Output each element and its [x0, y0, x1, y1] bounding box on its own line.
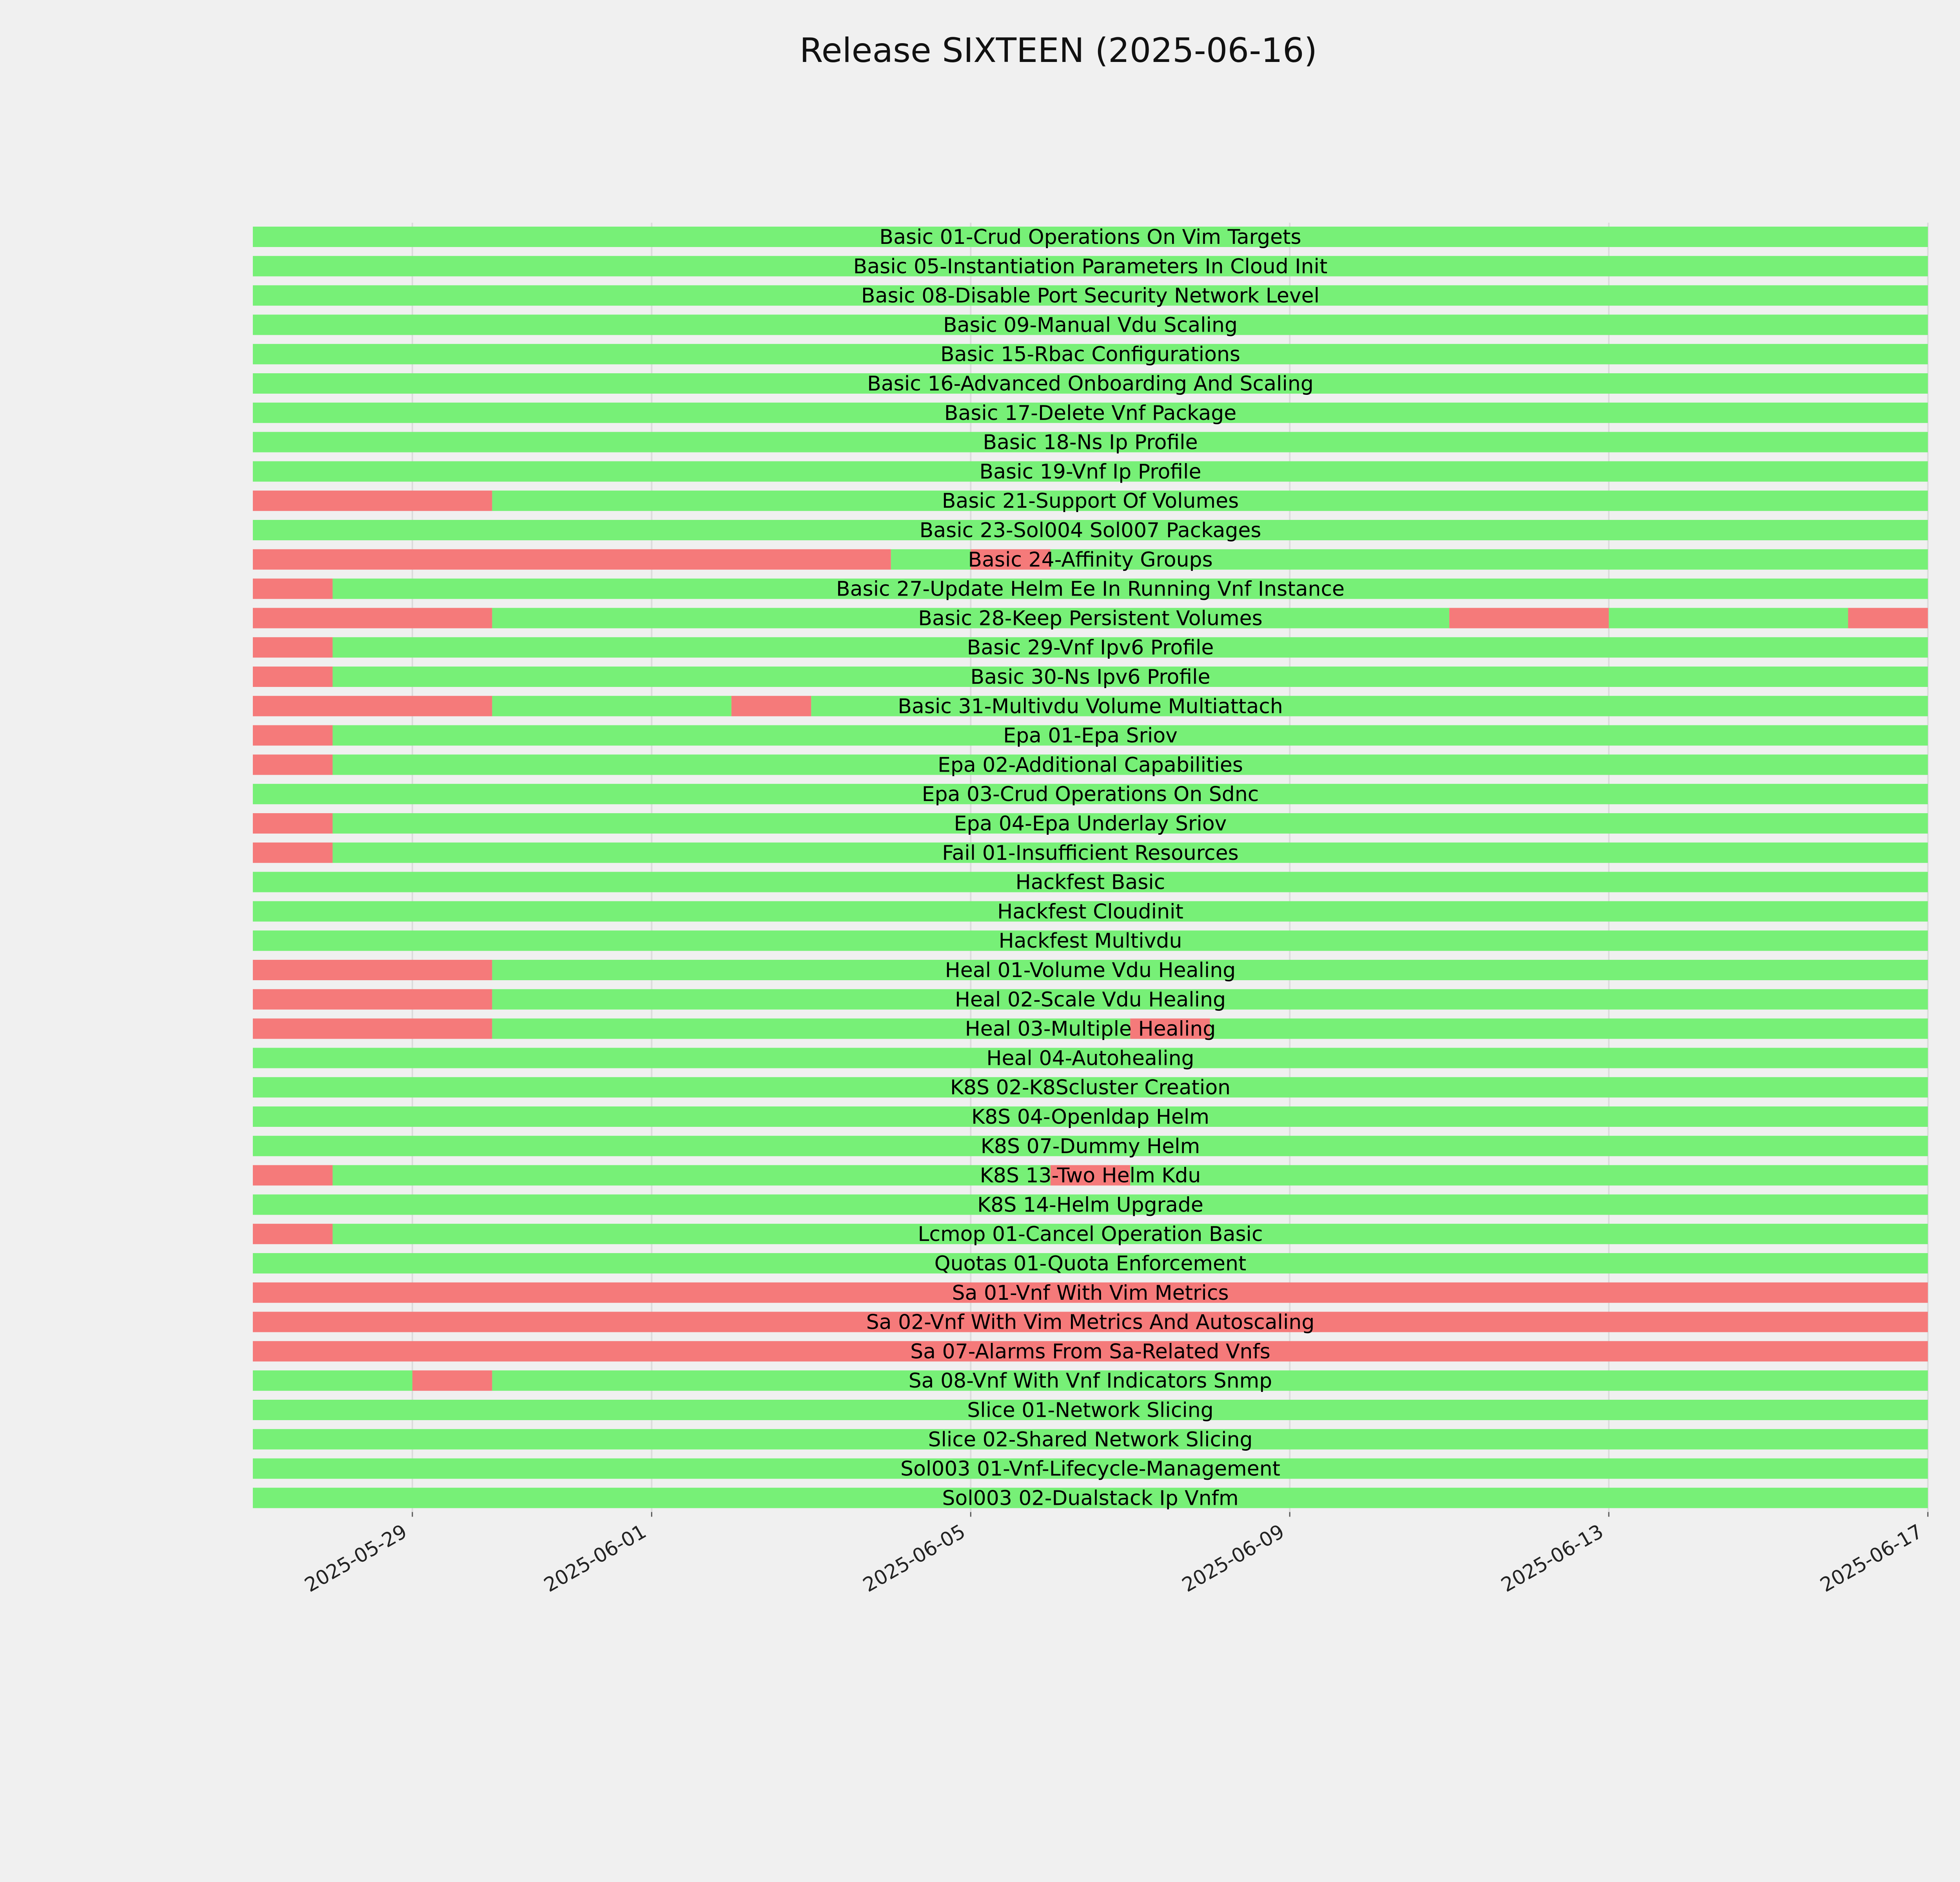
bar-segment-fail [412, 1370, 492, 1391]
row-label: Basic 19-Vnf Ip Profile [979, 460, 1201, 484]
bar-segment-fail [253, 843, 332, 863]
bar-segment-pass [253, 1370, 412, 1391]
row-label: Epa 01-Epa Sriov [1003, 724, 1178, 748]
row-label: Basic 28-Keep Persistent Volumes [918, 607, 1263, 630]
bar-segment-fail [253, 667, 332, 687]
row-label: Epa 02-Additional Capabilities [938, 753, 1243, 777]
bar-segment-pass [1210, 1019, 1928, 1039]
row-label: Hackfest Cloudinit [997, 900, 1183, 924]
row-label: Basic 23-Sol004 Sol007 Packages [919, 519, 1261, 542]
bar-segment-fail [1848, 608, 1928, 628]
row-label: Sa 02-Vnf With Vim Metrics And Autoscaling [866, 1310, 1315, 1334]
row-label: Sa 01-Vnf With Vim Metrics [952, 1281, 1229, 1305]
bar-segment-fail [253, 754, 332, 775]
row-label: Epa 03-Crud Operations On Sdnc [922, 783, 1259, 807]
bar-segment-fail [1449, 608, 1609, 628]
row-label: Basic 31-Multivdu Volume Multiattach [898, 694, 1283, 718]
bar-segment-fail [253, 549, 891, 570]
bar-segment-pass [332, 1165, 1050, 1186]
x-tick-label: 2025-06-17 [1816, 1520, 1926, 1597]
row-label: Sol003 02-Dualstack Ip Vnfm [942, 1486, 1239, 1510]
x-tick-label: 2025-06-05 [859, 1520, 969, 1597]
bar-segment-fail [253, 1165, 332, 1186]
row-label: Heal 03-Multiple Healing [965, 1017, 1216, 1041]
x-tick-label: 2025-06-09 [1178, 1520, 1289, 1597]
row-label: K8S 02-K8Scluster Creation [950, 1076, 1231, 1100]
x-tick-label: 2025-06-01 [540, 1520, 650, 1597]
row-label: Basic 15-Rbac Configurations [940, 343, 1240, 367]
bar-segment-fail [253, 813, 332, 834]
row-label: Basic 30-Ns Ipv6 Profile [970, 665, 1210, 689]
row-label: Quotas 01-Quota Enforcement [934, 1252, 1247, 1275]
row-label: Sa 08-Vnf With Vnf Indicators Snmp [908, 1369, 1272, 1393]
bar-segment-fail [253, 1224, 332, 1244]
bar-segment-fail [253, 579, 332, 599]
chart-title: Release SIXTEEN (2025-06-16) [799, 31, 1318, 70]
row-label: Basic 17-Delete Vnf Package [944, 401, 1237, 425]
row-label: Heal 04-Autohealing [986, 1046, 1194, 1070]
row-label: Basic 18-Ns Ip Profile [983, 431, 1198, 454]
bar-segment-fail [253, 1019, 492, 1039]
bar-segment-fail [253, 608, 492, 628]
row-label: Sol003 01-Vnf-Lifecycle-Management [900, 1457, 1281, 1481]
bar-segment-fail [253, 989, 492, 1010]
row-label: Fail 01-Insufficient Resources [942, 841, 1239, 865]
row-label: Slice 02-Shared Network Slicing [928, 1428, 1253, 1451]
bar-segment-fail [253, 637, 332, 658]
bar-segment-fail [253, 960, 492, 980]
x-tick-label: 2025-06-13 [1497, 1520, 1608, 1597]
row-label: Hackfest Multivdu [998, 929, 1182, 953]
row-label: K8S 07-Dummy Helm [980, 1134, 1200, 1158]
row-label: Basic 08-Disable Port Security Network Level [861, 284, 1320, 308]
row-label: Epa 04-Epa Underlay Sriov [954, 812, 1227, 836]
bar-segment-fail [253, 490, 492, 511]
row-label: K8S 13-Two Helm Kdu [980, 1164, 1201, 1188]
row-label: Basic 27-Update Helm Ee In Running Vnf Instance [836, 577, 1345, 601]
row-label: Basic 21-Support Of Volumes [942, 489, 1239, 513]
row-label: Basic 01-Crud Operations On Vim Targets [879, 225, 1301, 249]
row-label: Heal 01-Volume Vdu Healing [945, 959, 1236, 982]
row-label: Heal 02-Scale Vdu Healing [955, 988, 1226, 1012]
row-label: Basic 16-Advanced Onboarding And Scaling [867, 372, 1314, 396]
bar-segment-pass [492, 696, 731, 716]
row-label: Lcmop 01-Cancel Operation Basic [918, 1223, 1263, 1246]
row-label: K8S 04-Openldap Helm [971, 1105, 1210, 1129]
row-label: Sa 07-Alarms From Sa-Related Vnfs [910, 1340, 1270, 1364]
bar-segment-pass [1130, 1165, 1928, 1186]
row-label: Basic 09-Manual Vdu Scaling [943, 313, 1238, 337]
row-label: Hackfest Basic [1015, 870, 1165, 894]
x-tick-label: 2025-05-29 [301, 1520, 411, 1597]
row-label: K8S 14-Helm Upgrade [977, 1193, 1203, 1217]
bar-segment-pass [1609, 608, 1848, 628]
row-label: Basic 05-Instantiation Parameters In Cloud Init [853, 254, 1328, 278]
bar-segment-pass [891, 549, 971, 570]
row-label: Slice 01-Network Slicing [967, 1399, 1214, 1422]
row-label: Basic 24-Affinity Groups [968, 548, 1213, 572]
bar-segment-fail [253, 725, 332, 746]
row-label: Basic 29-Vnf Ipv6 Profile [967, 636, 1214, 660]
bar-segment-fail [731, 696, 811, 716]
bar-segment-fail [253, 696, 492, 716]
